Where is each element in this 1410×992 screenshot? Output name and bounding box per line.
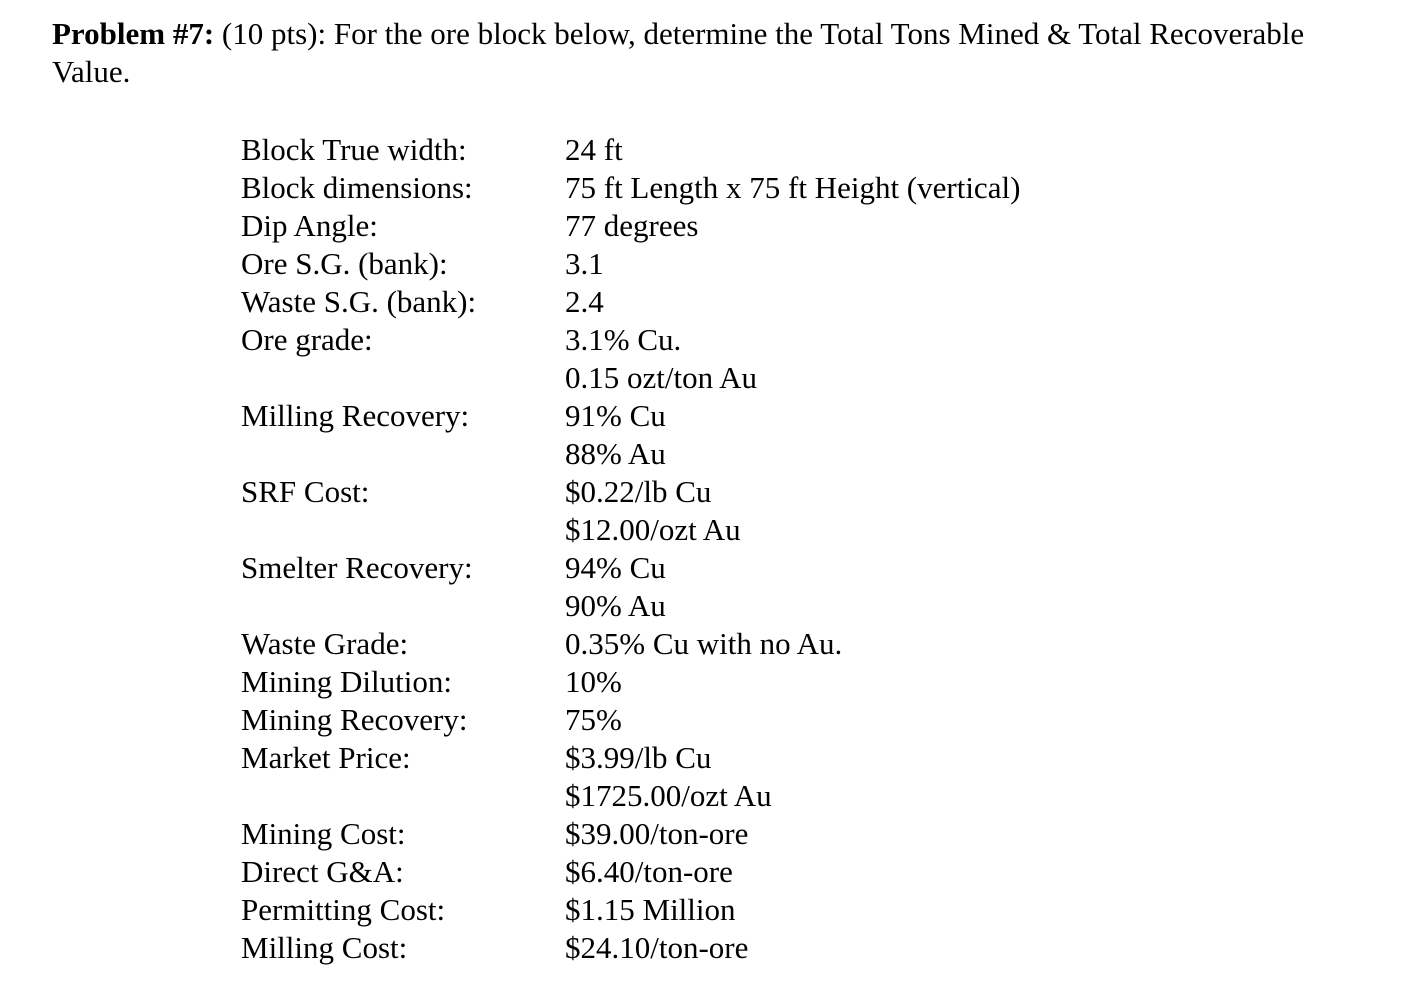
param-label: Dip Angle: xyxy=(241,208,378,243)
param-row-ore-grade-cu xyxy=(241,321,1141,359)
param-row-smelter-recovery-cu xyxy=(241,549,1141,587)
param-row-milling-cost xyxy=(241,929,1141,967)
param-row-permitting-cost xyxy=(241,891,1141,929)
param-value: 75% xyxy=(565,702,622,737)
param-label: Waste Grade: xyxy=(241,626,409,661)
param-label: Milling Cost: xyxy=(241,930,408,965)
param-row-waste-grade xyxy=(241,625,1141,663)
param-label: Waste S.G. (bank): xyxy=(241,284,477,319)
param-row-smelter-recovery-au xyxy=(241,587,1141,625)
problem-statement: (10 pts): For the ore block below, determine the Total Tons Mined & Total Recoverable Value. xyxy=(52,16,1305,89)
param-row-mining-cost xyxy=(241,815,1141,853)
param-label: Direct G&A: xyxy=(241,854,404,889)
param-value: $3.99/lb Cu xyxy=(565,740,712,775)
param-value: 75 ft Length x 75 ft Height (vertical) xyxy=(565,170,1021,205)
param-value: $0.22/lb Cu xyxy=(565,474,712,509)
param-label: Block True width: xyxy=(241,132,467,167)
param-label: Mining Recovery: xyxy=(241,702,468,737)
param-row-direct-ga xyxy=(241,853,1141,891)
param-value: $1.15 Million xyxy=(565,892,736,927)
param-row-srf-cost-au xyxy=(241,511,1141,549)
param-label: Smelter Recovery: xyxy=(241,550,473,585)
param-row-mining-recovery xyxy=(241,701,1141,739)
problem-heading xyxy=(52,15,1372,91)
param-value: 0.35% Cu with no Au. xyxy=(565,626,843,661)
param-value: 90% Au xyxy=(565,588,666,623)
param-row-market-price-cu xyxy=(241,739,1141,777)
param-value: 0.15 ozt/ton Au xyxy=(565,360,758,395)
param-label: Market Price: xyxy=(241,740,411,775)
param-label: SRF Cost: xyxy=(241,474,370,509)
param-value: 77 degrees xyxy=(565,208,699,243)
param-value: 3.1 xyxy=(565,246,604,281)
param-value: $12.00/ozt Au xyxy=(565,512,741,547)
param-row-srf-cost-cu xyxy=(241,473,1141,511)
param-label: Block dimensions: xyxy=(241,170,473,205)
param-row-ore-sg xyxy=(241,245,1141,283)
param-value: 24 ft xyxy=(565,132,623,167)
param-value: 2.4 xyxy=(565,284,604,319)
param-value: $6.40/ton-ore xyxy=(565,854,733,889)
param-value: 10% xyxy=(565,664,622,699)
param-label: Ore grade: xyxy=(241,322,373,357)
problem-number: Problem #7: xyxy=(52,16,215,51)
param-label: Ore S.G. (bank): xyxy=(241,246,448,281)
param-value: 94% Cu xyxy=(565,550,666,585)
param-label: Milling Recovery: xyxy=(241,398,470,433)
param-row-mining-dilution xyxy=(241,663,1141,701)
param-row-block-true-width xyxy=(241,131,1141,169)
param-row-milling-recovery-au xyxy=(241,435,1141,473)
param-row-milling-recovery-cu xyxy=(241,397,1141,435)
param-row-ore-grade-au xyxy=(241,359,1141,397)
param-row-market-price-au xyxy=(241,777,1141,815)
param-value: $1725.00/ozt Au xyxy=(565,778,772,813)
param-value: $24.10/ton-ore xyxy=(565,930,749,965)
param-label: Permitting Cost: xyxy=(241,892,446,927)
param-row-block-dimensions xyxy=(241,169,1141,207)
param-value: 3.1% Cu. xyxy=(565,322,682,357)
param-row-waste-sg xyxy=(241,283,1141,321)
param-row-dip-angle xyxy=(241,207,1141,245)
param-value: 91% Cu xyxy=(565,398,666,433)
param-value: $39.00/ton-ore xyxy=(565,816,749,851)
param-label: Mining Dilution: xyxy=(241,664,452,699)
param-label: Mining Cost: xyxy=(241,816,406,851)
parameter-table xyxy=(241,131,1141,967)
param-value: 88% Au xyxy=(565,436,666,471)
